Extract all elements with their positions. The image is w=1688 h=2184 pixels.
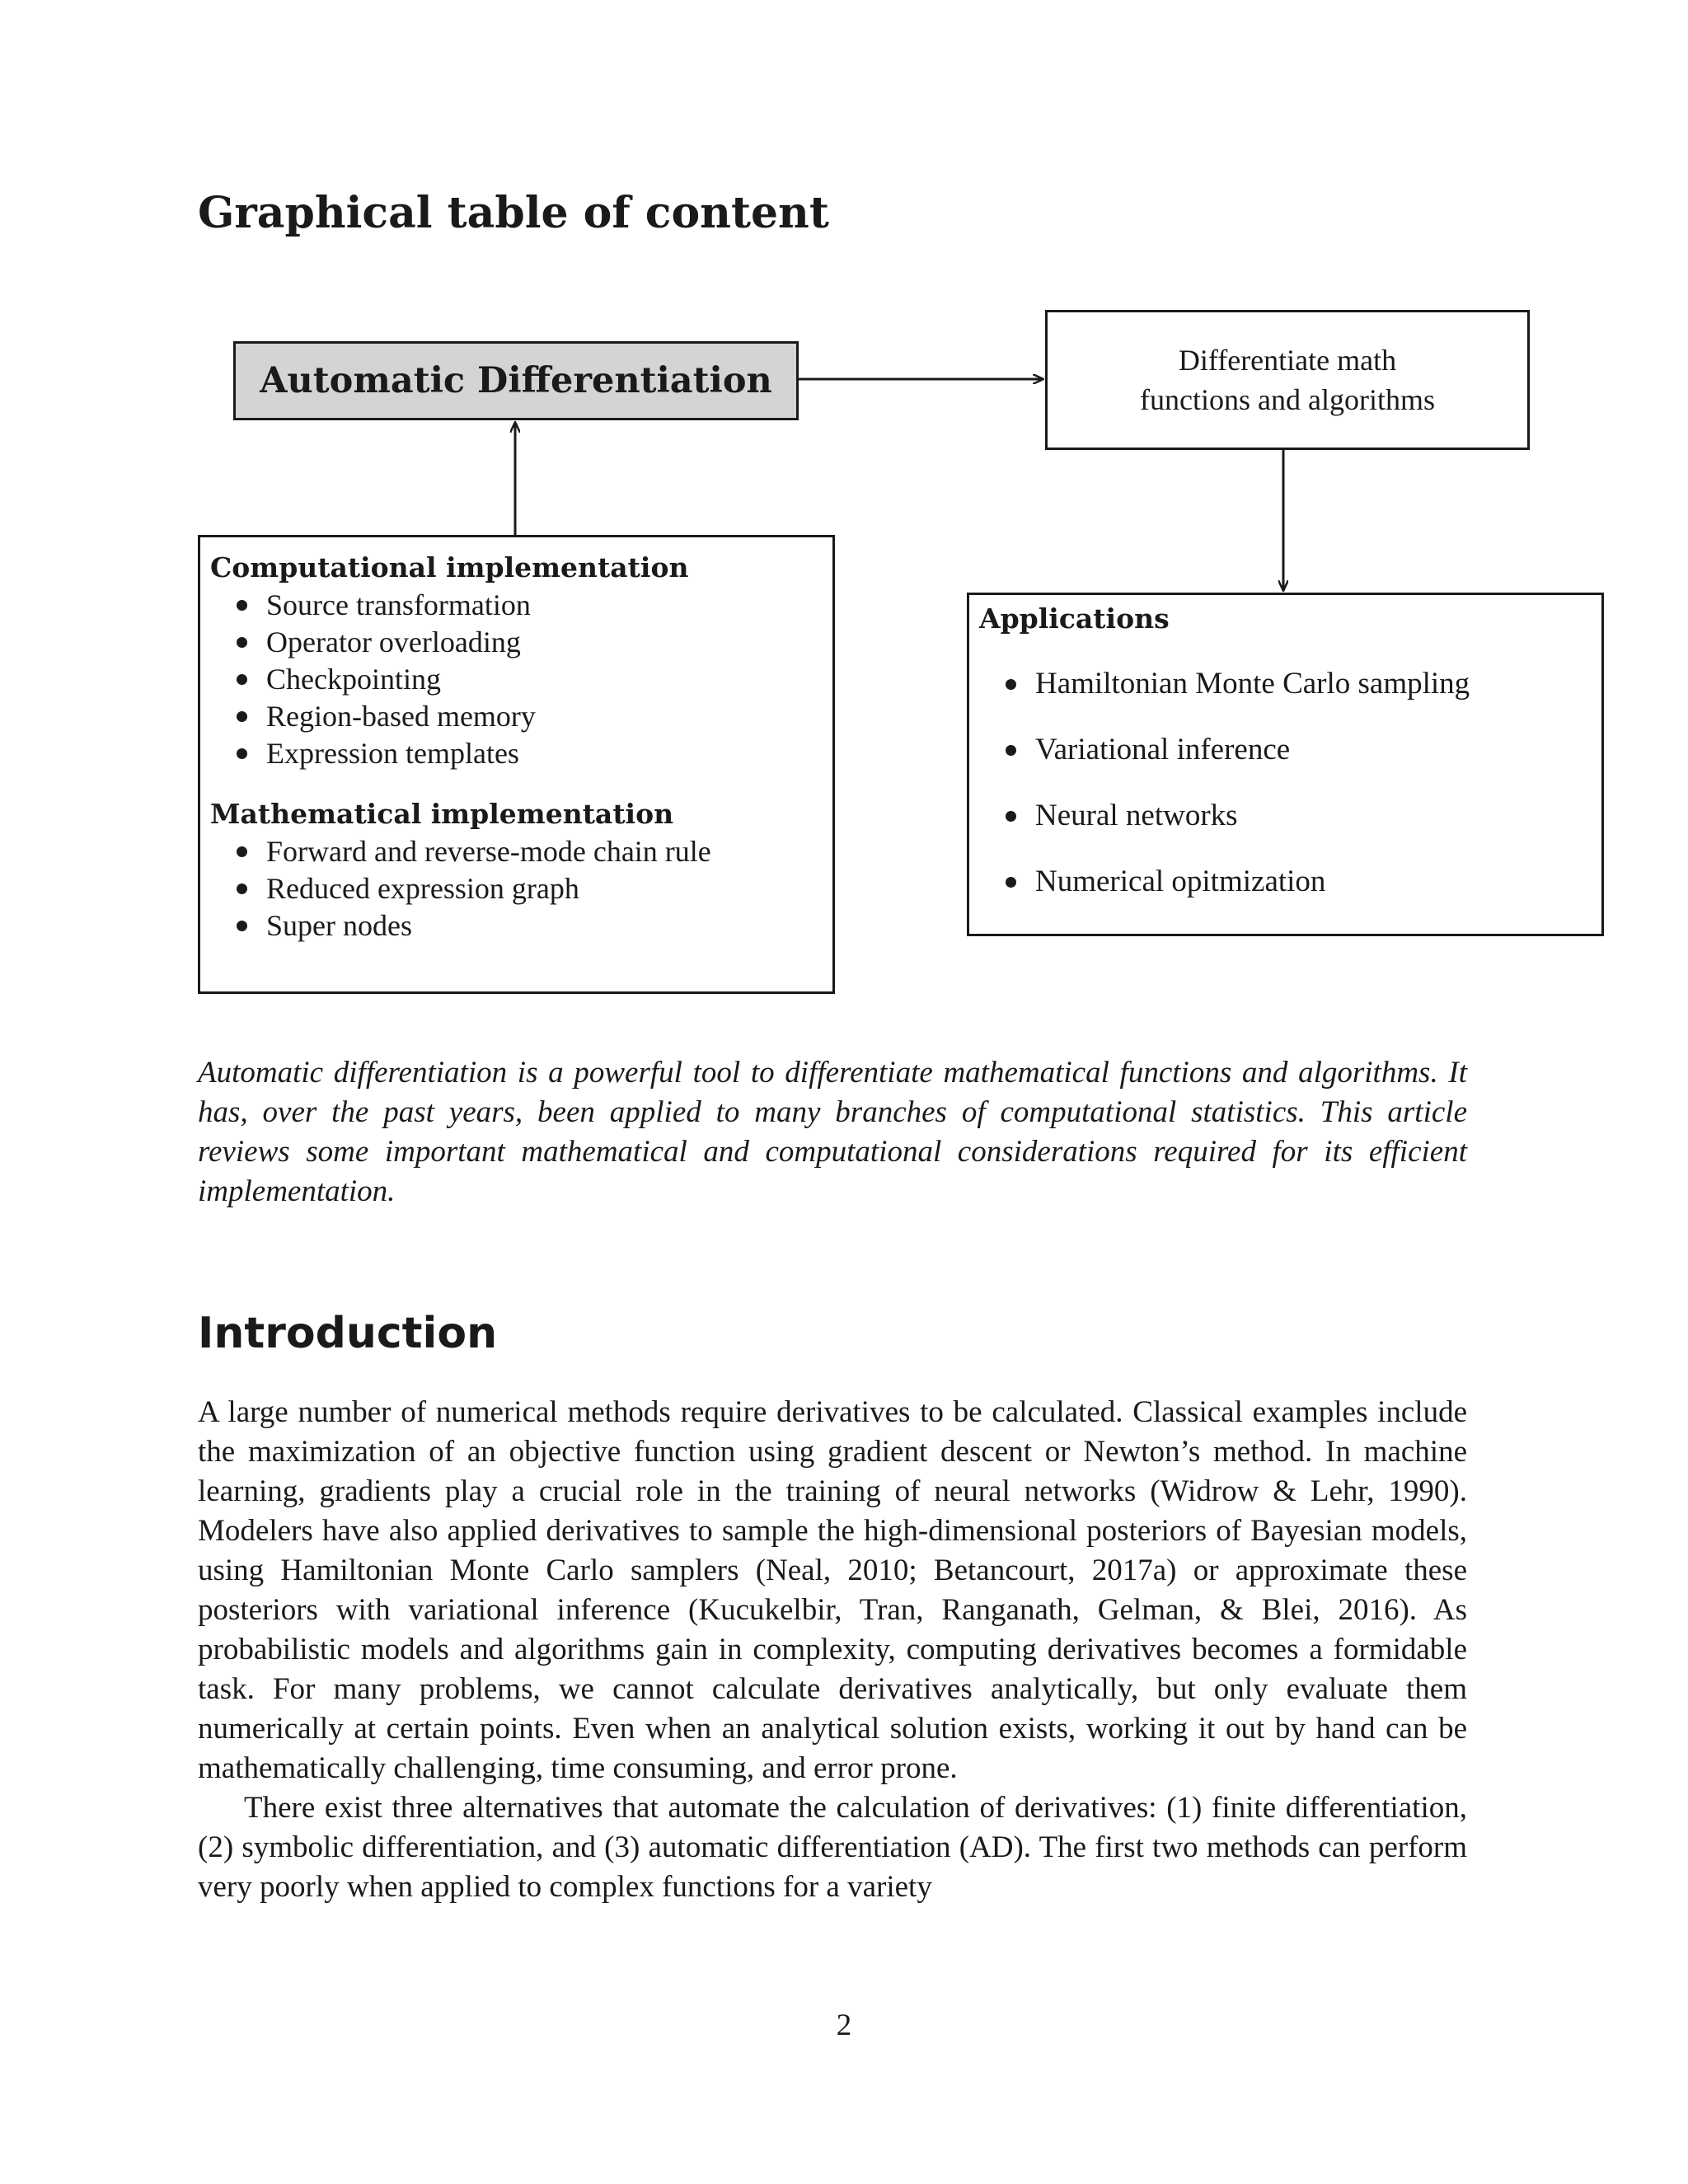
list-item-label: Hamiltonian Monte Carlo sampling — [1035, 667, 1470, 701]
bullet-icon — [237, 921, 247, 931]
box-implementation — [198, 535, 835, 994]
section-heading-graphical-toc: Graphical table of content — [198, 188, 829, 238]
list-item — [266, 735, 832, 772]
list-item-label: Checkpointing — [266, 663, 441, 696]
list-item-label: Variational inference — [1035, 733, 1291, 766]
bullet-icon — [237, 600, 247, 611]
paragraph: There exist three alternatives that automate the calculation of derivatives: (1) finite differentiation, (2) symbolic differentiation, and (3) automatic differentiation (AD). The first two methods can perform very poorly when applied to complex functions for a variety — [198, 1791, 1467, 1904]
bullet-icon — [237, 748, 247, 759]
applications-title: Applications — [979, 602, 1170, 635]
list-item — [1035, 783, 1601, 849]
box-automatic-differentiation-label: Automatic Differentiation — [260, 360, 772, 401]
list-item — [266, 624, 832, 661]
bullet-icon — [1006, 745, 1016, 756]
list-item-label: Forward and reverse-mode chain rule — [266, 835, 711, 868]
section-heading-introduction: Introduction — [198, 1309, 498, 1358]
list-item — [266, 870, 832, 907]
bullet-icon — [1006, 811, 1016, 822]
list-item-label: Source transformation — [266, 588, 531, 621]
computational-title: Computational implementation — [210, 551, 689, 583]
list-item — [266, 587, 832, 624]
list-item — [266, 698, 832, 735]
bullet-icon — [237, 846, 247, 857]
bullet-icon — [237, 674, 247, 685]
box-differentiate-math-line1: Differentiate math — [1178, 344, 1397, 377]
abstract-text: Automatic differentiation is a powerful tool to differentiate mathematical functions and algorithms. It has, over the past years, been applied to many branches of computational statistics. This article reviews some important mathematical and computational considerations required for its efficient implementation. — [198, 1056, 1467, 1208]
bullet-icon — [1006, 877, 1016, 888]
applications-list — [979, 651, 1601, 915]
list-item — [1035, 849, 1601, 915]
list-item — [266, 907, 832, 944]
list-item — [266, 833, 832, 870]
list-item — [266, 661, 832, 698]
bullet-icon — [1006, 679, 1016, 690]
list-item-label: Reduced expression graph — [266, 872, 579, 905]
box-differentiate-math — [1045, 310, 1530, 450]
list-item — [1035, 651, 1601, 717]
list-item-label: Neural networks — [1035, 799, 1238, 832]
box-applications — [967, 593, 1604, 936]
page-number: 2 — [836, 2008, 852, 2042]
box-differentiate-math-line2: functions and algorithms — [1140, 383, 1435, 416]
paragraph: A large number of numerical methods require derivatives to be calculated. Classical examples include the maximization of an objective function using gradient descent or Newton’s method. In machine learning, gradients play a crucial role in the training of neural networks (Widrow & Lehr, 1990). Modelers have also applied derivatives to sample the high-dimensional posteriors of Bayesian models, using Hamiltonian Monte Carlo samplers (Neal, 2010; Betancourt, 2017a) or approximate these posteriors with variational inference (Kucukelbir, Tran, Ranganath, Gelman, & Blei, 2016). As probabilistic models and algorithms gain in complexity, computing derivatives becomes a formidable task. For many problems, we cannot calculate derivatives analytically, but only evaluate them numerically at certain points. Even when an analytical solution exists, working it out by hand can be mathematically challenging, time consuming, and error prone. — [198, 1395, 1467, 1785]
mathematical-title: Mathematical implementation — [210, 798, 674, 830]
list-item-label: Super nodes — [266, 909, 412, 942]
mathematical-list — [210, 833, 832, 944]
box-automatic-differentiation — [233, 341, 799, 420]
introduction-body — [198, 1393, 1467, 1907]
bullet-icon — [237, 637, 247, 648]
bullet-icon — [237, 883, 247, 894]
bullet-icon — [237, 711, 247, 722]
list-item-label: Expression templates — [266, 737, 519, 770]
computational-list — [210, 587, 832, 772]
list-item-label: Region-based memory — [266, 700, 536, 733]
list-item — [1035, 717, 1601, 783]
list-item-label: Numerical opitmization — [1035, 865, 1326, 898]
list-item-label: Operator overloading — [266, 626, 521, 658]
